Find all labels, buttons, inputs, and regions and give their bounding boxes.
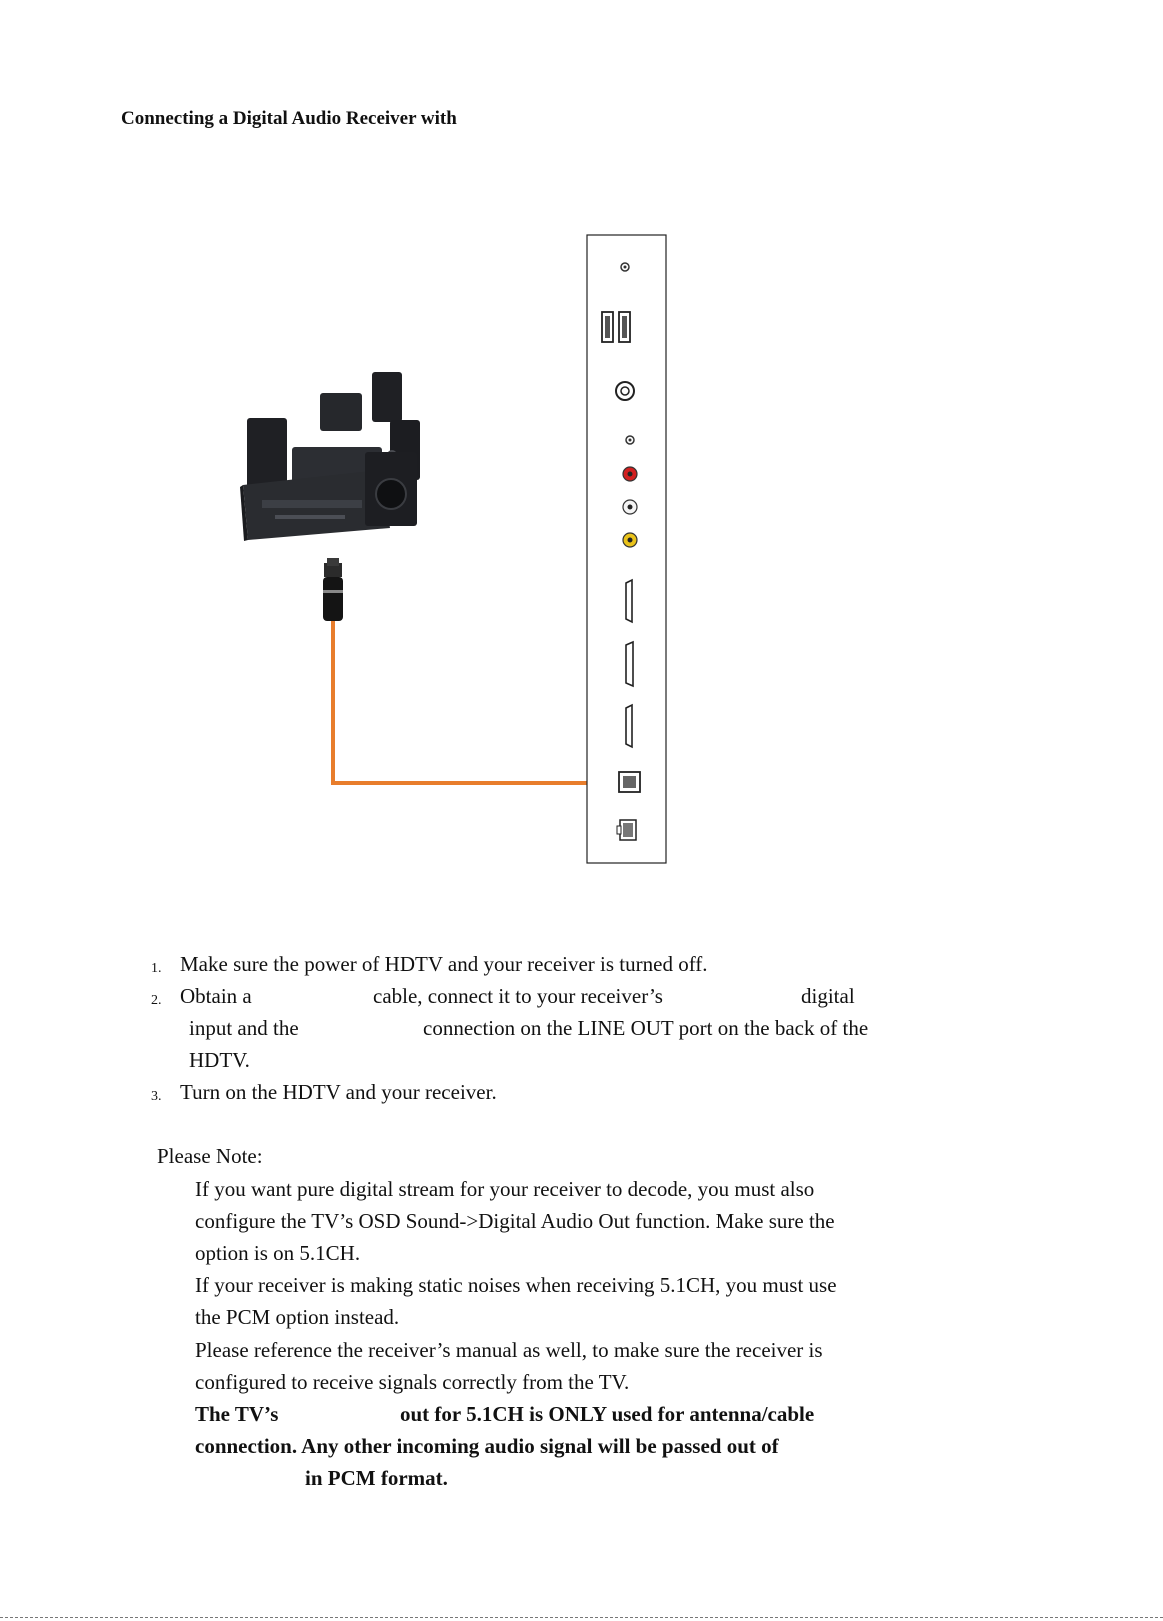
note-line: Please reference the receiver’s manual as well, to make sure the receiver is — [195, 1338, 823, 1362]
note-line: the PCM option instead. — [195, 1305, 400, 1329]
step-text: connection on the LINE OUT port on the back of the — [423, 1016, 869, 1040]
note-line: If your receiver is making static noises when receiving 5.1CH, you must use — [195, 1273, 837, 1297]
note-warning: in PCM format. — [305, 1466, 448, 1490]
optical-cable — [333, 621, 599, 783]
home-theater-system-image — [240, 372, 420, 541]
step-number: 1. — [151, 961, 162, 976]
tv-side-panel — [587, 235, 666, 863]
step-text: HDTV. — [189, 1048, 250, 1072]
step-text: Obtain a — [180, 984, 252, 1008]
note-heading: Please Note: — [157, 1144, 263, 1168]
step-text: Turn on the HDTV and your receiver. — [180, 1080, 497, 1104]
step-text: cable, connect it to your receiver’s — [373, 984, 663, 1008]
step-text: input and the — [189, 1016, 299, 1040]
note-line: configured to receive signals correctly from the TV. — [195, 1370, 630, 1394]
note-warning: connection. Any other incoming audio signal will be passed out of — [195, 1434, 779, 1458]
note-line: configure the TV’s OSD Sound->Digital Audio Out function. Make sure the — [195, 1209, 835, 1233]
note-line: If you want pure digital stream for your receiver to decode, you must also — [195, 1177, 815, 1201]
note-line: option is on 5.1CH. — [195, 1241, 361, 1265]
page-title: Connecting a Digital Audio Receiver with — [121, 108, 457, 129]
optical-cable-plug — [323, 558, 343, 621]
note-warning: The TV’s — [195, 1402, 279, 1426]
step-number: 3. — [151, 1089, 162, 1104]
step-text: digital — [801, 984, 855, 1008]
step-number: 2. — [151, 993, 162, 1008]
note-warning: out for 5.1CH is ONLY used for antenna/cable — [400, 1402, 815, 1426]
footer-divider — [0, 1617, 1163, 1618]
step-text: Make sure the power of HDTV and your receiver is turned off. — [180, 952, 708, 976]
